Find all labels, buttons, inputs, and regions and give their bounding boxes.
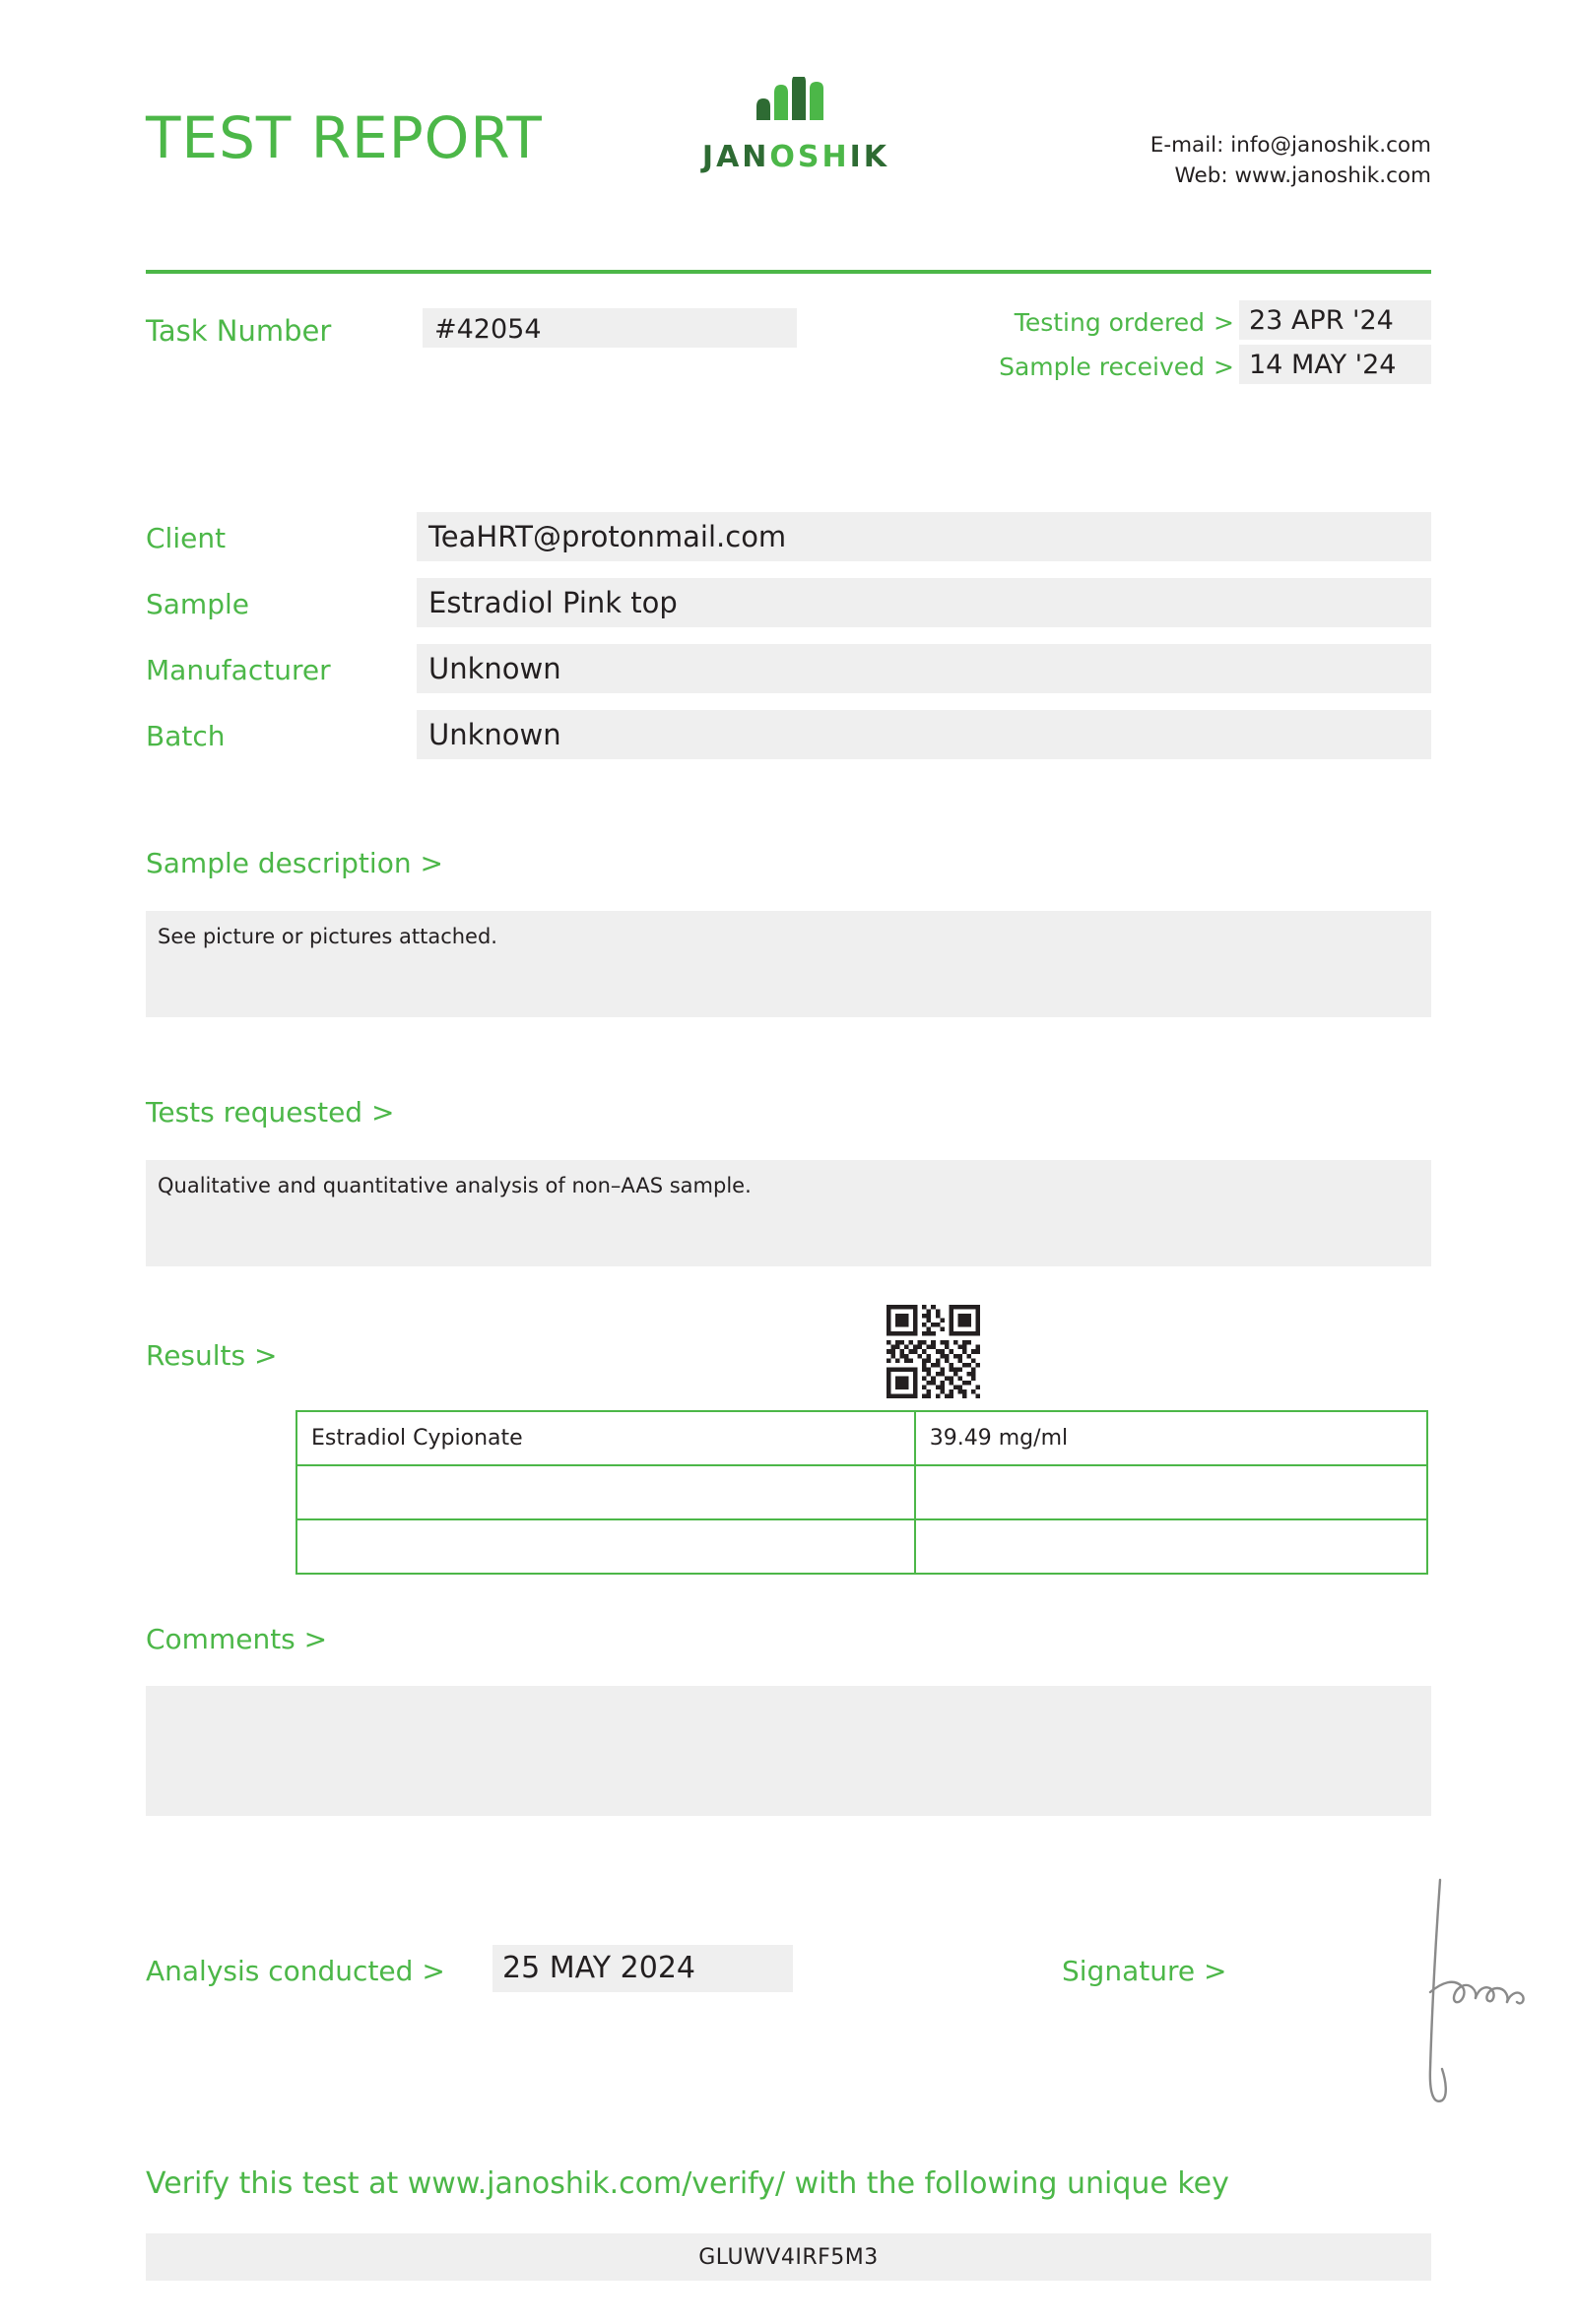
comments-text bbox=[146, 1686, 1431, 1816]
result-value bbox=[915, 1519, 1427, 1574]
results-heading: Results > bbox=[146, 1339, 278, 1372]
analysis-conducted-value: 25 MAY 2024 bbox=[492, 1945, 793, 1992]
signature-label: Signature > bbox=[1062, 1955, 1227, 1987]
info-fields bbox=[146, 512, 1431, 776]
unique-key-value: GLUWV4IRF5M3 bbox=[146, 2233, 1431, 2281]
table-row bbox=[296, 1465, 1427, 1519]
sample-label: Sample bbox=[146, 588, 249, 620]
batch-value: Unknown bbox=[417, 710, 1431, 759]
testing-ordered-caret: > bbox=[1214, 308, 1234, 337]
manufacturer-value: Unknown bbox=[417, 644, 1431, 693]
contact-email: E-mail: info@janoshik.com bbox=[1149, 133, 1431, 158]
client-label: Client bbox=[146, 522, 227, 554]
testing-ordered-label: Testing ordered bbox=[1014, 308, 1205, 337]
testing-ordered-row bbox=[880, 300, 1431, 345]
brand-wordmark bbox=[683, 140, 909, 174]
task-row bbox=[146, 300, 1431, 409]
result-name bbox=[296, 1465, 915, 1519]
result-name: Estradiol Cypionate bbox=[296, 1411, 915, 1465]
table-row bbox=[296, 1411, 1427, 1465]
sample-received-label: Sample received bbox=[999, 353, 1205, 381]
result-value bbox=[915, 1465, 1427, 1519]
mountain-logo-icon bbox=[737, 77, 855, 138]
sample-value: Estradiol Pink top bbox=[417, 578, 1431, 627]
client-value: TeaHRT@protonmail.com bbox=[417, 512, 1431, 561]
dates-block bbox=[880, 300, 1431, 389]
signature-icon bbox=[1416, 1876, 1535, 2112]
verify-text: Verify this test at www.janoshik.com/verify/ with the following unique key bbox=[146, 2166, 1229, 2201]
comments-heading: Comments > bbox=[146, 1623, 328, 1655]
header-divider bbox=[146, 270, 1431, 274]
info-row-manufacturer bbox=[146, 644, 1431, 710]
sample-description-heading: Sample description > bbox=[146, 847, 443, 879]
qr-code-icon bbox=[882, 1305, 985, 1398]
tests-requested-heading: Tests requested > bbox=[146, 1096, 395, 1129]
contact-web: Web: www.janoshik.com bbox=[1174, 163, 1431, 189]
results-table bbox=[296, 1410, 1428, 1575]
batch-label: Batch bbox=[146, 720, 226, 752]
result-value: 39.49 mg/ml bbox=[915, 1411, 1427, 1465]
info-row-batch bbox=[146, 710, 1431, 776]
task-number-value: #42054 bbox=[423, 308, 797, 348]
report-header bbox=[146, 0, 1431, 212]
brand-wordmark-part2: OSH bbox=[769, 140, 850, 174]
task-number-label: Task Number bbox=[146, 314, 332, 348]
brand-wordmark-part3: IK bbox=[849, 140, 890, 174]
table-row bbox=[296, 1519, 1427, 1574]
sample-received-value: 14 MAY '24 bbox=[1239, 345, 1431, 384]
testing-ordered-value: 23 APR '24 bbox=[1239, 300, 1431, 340]
sample-description-text: See picture or pictures attached. bbox=[146, 911, 1431, 1017]
info-row-sample bbox=[146, 578, 1431, 644]
brand-wordmark-part1: JAN bbox=[701, 140, 770, 174]
report-content bbox=[146, 0, 1431, 2270]
sample-received-row bbox=[880, 345, 1431, 389]
info-row-client bbox=[146, 512, 1431, 578]
manufacturer-label: Manufacturer bbox=[146, 654, 331, 686]
brand-logo bbox=[683, 77, 909, 174]
contact-block bbox=[1150, 130, 1431, 191]
analysis-conducted-label: Analysis conducted > bbox=[146, 1955, 445, 1987]
page-title: TEST REPORT bbox=[146, 104, 543, 171]
sample-received-caret: > bbox=[1214, 353, 1234, 381]
result-name bbox=[296, 1519, 915, 1574]
tests-requested-text: Qualitative and quantitative analysis of non–AAS sample. bbox=[146, 1160, 1431, 1266]
analysis-row bbox=[146, 1945, 1431, 2004]
